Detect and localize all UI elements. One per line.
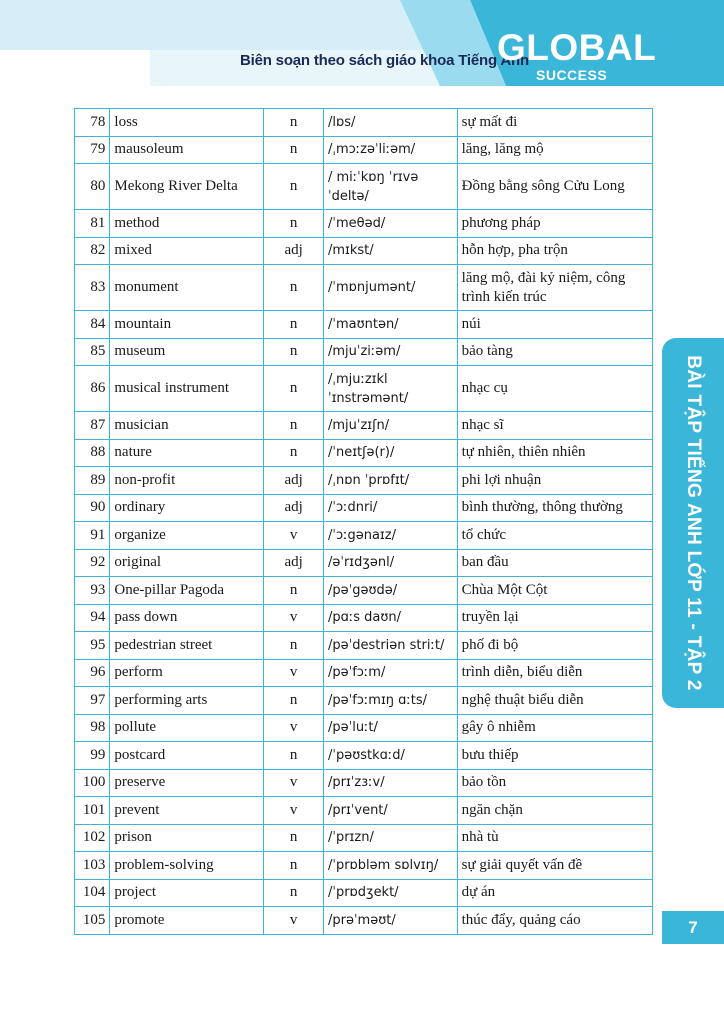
entry-part-of-speech: v [264, 714, 324, 742]
entry-meaning: núi [457, 311, 652, 339]
entry-part-of-speech: n [264, 412, 324, 440]
entry-meaning: Đồng bằng sông Cửu Long [457, 164, 652, 210]
entry-pronunciation: /ˌnɒn ˈprɒfɪt/ [324, 467, 458, 495]
entry-word: problem-solving [110, 852, 264, 880]
entry-pronunciation: /prɪˈzɜːv/ [324, 769, 458, 797]
entry-meaning: nghệ thuật biểu diễn [457, 687, 652, 715]
entry-number: 95 [75, 632, 110, 660]
entry-part-of-speech: v [264, 769, 324, 797]
entry-pronunciation: /ˈpəʊstkɑːd/ [324, 742, 458, 770]
entry-pronunciation: /ˈmeθəd/ [324, 210, 458, 238]
entry-meaning: phương pháp [457, 210, 652, 238]
table-row [75, 687, 653, 715]
entry-part-of-speech: n [264, 632, 324, 660]
entry-meaning: phố đi bộ [457, 632, 652, 660]
entry-part-of-speech: n [264, 439, 324, 467]
entry-number: 97 [75, 687, 110, 715]
entry-part-of-speech: n [264, 824, 324, 852]
table-row [75, 879, 653, 907]
entry-pronunciation: / miːˈkɒŋ ˈrɪvə ˈdeltə/ [324, 164, 458, 210]
entry-number: 83 [75, 265, 110, 311]
entry-number: 102 [75, 824, 110, 852]
entry-number: 105 [75, 907, 110, 935]
entry-part-of-speech: adj [264, 467, 324, 495]
entry-part-of-speech: adj [264, 237, 324, 265]
entry-pronunciation: /prəˈməʊt/ [324, 907, 458, 935]
entry-pronunciation: /ˈɔːgənaɪz/ [324, 522, 458, 550]
table-row [75, 494, 653, 522]
entry-pronunciation: /ˈmɒnjumənt/ [324, 265, 458, 311]
entry-number: 90 [75, 494, 110, 522]
entry-word: loss [110, 109, 264, 137]
entry-number: 85 [75, 338, 110, 366]
entry-number: 86 [75, 366, 110, 412]
entry-number: 87 [75, 412, 110, 440]
entry-meaning: lăng, lăng mộ [457, 136, 652, 164]
table-row [75, 338, 653, 366]
entry-part-of-speech: adj [264, 494, 324, 522]
entry-word: non-profit [110, 467, 264, 495]
entry-pronunciation: /ˈmaʊntən/ [324, 311, 458, 339]
entry-word: nature [110, 439, 264, 467]
table-row [75, 852, 653, 880]
entry-word: prison [110, 824, 264, 852]
header-banner [0, 0, 724, 86]
entry-part-of-speech: adj [264, 549, 324, 577]
table-row [75, 769, 653, 797]
entry-meaning: nhà tù [457, 824, 652, 852]
entry-meaning: gây ô nhiễm [457, 714, 652, 742]
entry-pronunciation: /pəˈfɔːm/ [324, 659, 458, 687]
entry-pronunciation: /ˈɔːdnri/ [324, 494, 458, 522]
table-row [75, 237, 653, 265]
entry-number: 104 [75, 879, 110, 907]
table-row [75, 467, 653, 495]
table-row [75, 797, 653, 825]
entry-number: 80 [75, 164, 110, 210]
entry-part-of-speech: n [264, 164, 324, 210]
entry-part-of-speech: v [264, 522, 324, 550]
entry-meaning: hỗn hợp, pha trộn [457, 237, 652, 265]
entry-number: 100 [75, 769, 110, 797]
entry-part-of-speech: n [264, 366, 324, 412]
entry-word: musician [110, 412, 264, 440]
entry-meaning: Chùa Một Cột [457, 577, 652, 605]
table-row [75, 659, 653, 687]
entry-part-of-speech: n [264, 265, 324, 311]
brand-logo-main: GLOBAL [497, 27, 657, 68]
entry-meaning: bưu thiếp [457, 742, 652, 770]
entry-meaning: nhạc cụ [457, 366, 652, 412]
entry-meaning: sự giải quyết vấn đề [457, 852, 652, 880]
entry-number: 103 [75, 852, 110, 880]
table-row [75, 577, 653, 605]
entry-meaning: ban đầu [457, 549, 652, 577]
entry-meaning: sự mất đi [457, 109, 652, 137]
table-row [75, 907, 653, 935]
entry-part-of-speech: v [264, 604, 324, 632]
entry-pronunciation: /ˈprɒbləm sɒlvɪŋ/ [324, 852, 458, 880]
table-row [75, 210, 653, 238]
entry-number: 79 [75, 136, 110, 164]
entry-pronunciation: /ˈprɒdʒekt/ [324, 879, 458, 907]
table-row [75, 522, 653, 550]
entry-meaning: ngăn chặn [457, 797, 652, 825]
book-subtitle: Biên soạn theo sách giáo khoa Tiếng Anh [240, 52, 529, 69]
entry-part-of-speech: v [264, 797, 324, 825]
entry-word: musical instrument [110, 366, 264, 412]
entry-part-of-speech: v [264, 907, 324, 935]
entry-part-of-speech: n [264, 338, 324, 366]
entry-part-of-speech: n [264, 577, 324, 605]
table-row [75, 742, 653, 770]
entry-word: Mekong River Delta [110, 164, 264, 210]
entry-word: preserve [110, 769, 264, 797]
entry-pronunciation: /pəˈdestriən striːt/ [324, 632, 458, 660]
entry-pronunciation: /ˌmɔːzəˈliːəm/ [324, 136, 458, 164]
entry-pronunciation: /ˈneɪtʃə(r)/ [324, 439, 458, 467]
entry-pronunciation: /mjuˈzɪʃn/ [324, 412, 458, 440]
entry-meaning: lăng mộ, đài kỷ niệm, công trình kiến trúc [457, 265, 652, 311]
entry-word: perform [110, 659, 264, 687]
entry-meaning: thúc đẩy, quảng cáo [457, 907, 652, 935]
entry-word: method [110, 210, 264, 238]
entry-meaning: tự nhiên, thiên nhiên [457, 439, 652, 467]
table-row [75, 265, 653, 311]
entry-pronunciation: /pɑːs daʊn/ [324, 604, 458, 632]
table-row [75, 714, 653, 742]
vocabulary-table [74, 108, 653, 935]
entry-meaning: trình diễn, biểu diễn [457, 659, 652, 687]
entry-number: 98 [75, 714, 110, 742]
table-row [75, 311, 653, 339]
brand-logo-sub: SUCCESS [536, 67, 608, 83]
entry-part-of-speech: n [264, 109, 324, 137]
entry-word: original [110, 549, 264, 577]
entry-part-of-speech: n [264, 852, 324, 880]
entry-word: mountain [110, 311, 264, 339]
table-row [75, 412, 653, 440]
table-row [75, 366, 653, 412]
entry-pronunciation: /mɪkst/ [324, 237, 458, 265]
entry-meaning: bảo tồn [457, 769, 652, 797]
entry-word: monument [110, 265, 264, 311]
entry-part-of-speech: n [264, 210, 324, 238]
entry-word: mixed [110, 237, 264, 265]
entry-word: One-pillar Pagoda [110, 577, 264, 605]
entry-word: postcard [110, 742, 264, 770]
entry-part-of-speech: n [264, 311, 324, 339]
table-row [75, 604, 653, 632]
entry-word: promote [110, 907, 264, 935]
entry-pronunciation: /mjuˈziːəm/ [324, 338, 458, 366]
table-row [75, 136, 653, 164]
entry-pronunciation: /ˈprɪzn/ [324, 824, 458, 852]
entry-pronunciation: /lɒs/ [324, 109, 458, 137]
entry-pronunciation: /pəˈluːt/ [324, 714, 458, 742]
entry-number: 78 [75, 109, 110, 137]
entry-word: pass down [110, 604, 264, 632]
entry-pronunciation: /əˈrɪdʒənl/ [324, 549, 458, 577]
entry-number: 89 [75, 467, 110, 495]
entry-pronunciation: /pəˈgəʊdə/ [324, 577, 458, 605]
entry-part-of-speech: n [264, 136, 324, 164]
entry-pronunciation: /prɪˈvent/ [324, 797, 458, 825]
entry-number: 92 [75, 549, 110, 577]
entry-number: 93 [75, 577, 110, 605]
entry-part-of-speech: n [264, 879, 324, 907]
entry-word: project [110, 879, 264, 907]
entry-number: 88 [75, 439, 110, 467]
side-tab-title: BÀI TẬP TIẾNG ANH LỚP 11 - TẬP 2 [683, 355, 704, 691]
vocabulary-table-body [75, 109, 653, 935]
entry-meaning: dự án [457, 879, 652, 907]
entry-word: museum [110, 338, 264, 366]
entry-meaning: tổ chức [457, 522, 652, 550]
entry-meaning: truyền lại [457, 604, 652, 632]
entry-word: organize [110, 522, 264, 550]
entry-part-of-speech: n [264, 687, 324, 715]
entry-number: 91 [75, 522, 110, 550]
entry-word: mausoleum [110, 136, 264, 164]
entry-pronunciation: /ˌmjuːzɪkl ˈɪnstrəmənt/ [324, 366, 458, 412]
entry-meaning: bảo tàng [457, 338, 652, 366]
entry-number: 94 [75, 604, 110, 632]
entry-meaning: bình thường, thông thường [457, 494, 652, 522]
entry-word: pollute [110, 714, 264, 742]
table-row [75, 632, 653, 660]
entry-meaning: nhạc sĩ [457, 412, 652, 440]
entry-pronunciation: /pəˈfɔːmɪŋ ɑːts/ [324, 687, 458, 715]
table-row [75, 164, 653, 210]
entry-number: 99 [75, 742, 110, 770]
entry-word: prevent [110, 797, 264, 825]
entry-word: performing arts [110, 687, 264, 715]
entry-number: 82 [75, 237, 110, 265]
table-row [75, 439, 653, 467]
entry-part-of-speech: n [264, 742, 324, 770]
entry-number: 81 [75, 210, 110, 238]
entry-word: pedestrian street [110, 632, 264, 660]
entry-number: 84 [75, 311, 110, 339]
page-number: 7 [662, 911, 724, 944]
entry-word: ordinary [110, 494, 264, 522]
table-row [75, 109, 653, 137]
entry-number: 101 [75, 797, 110, 825]
entry-meaning: phi lợi nhuận [457, 467, 652, 495]
entry-part-of-speech: v [264, 659, 324, 687]
table-row [75, 549, 653, 577]
table-row [75, 824, 653, 852]
entry-number: 96 [75, 659, 110, 687]
